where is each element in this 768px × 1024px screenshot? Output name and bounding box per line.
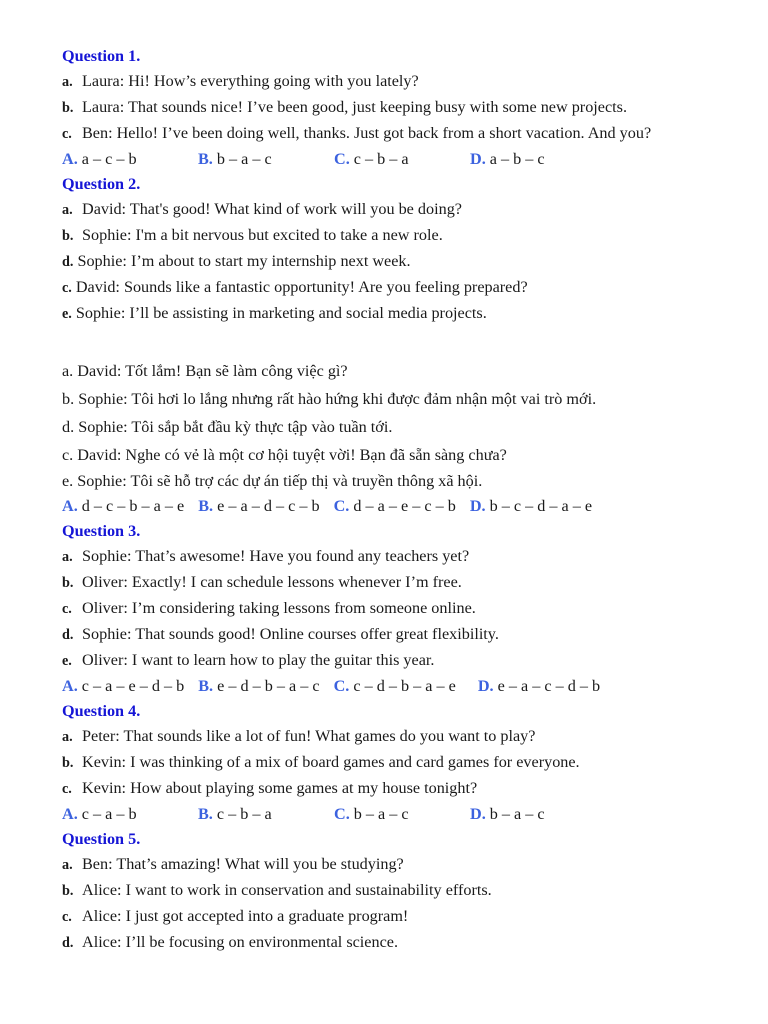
- option-letter: B.: [198, 677, 214, 695]
- option-text: a – b – c: [489, 150, 545, 168]
- option-d[interactable]: [470, 802, 606, 827]
- line-label: a.: [62, 74, 73, 90]
- line-label: c.: [62, 781, 72, 797]
- question-2-line-e: [62, 301, 688, 327]
- line-text: Ben: That’s amazing! What will you be studying?: [82, 855, 404, 873]
- line-text: Oliver: I want to learn how to play the guitar this year.: [82, 651, 435, 669]
- line-label: b.: [62, 575, 74, 591]
- question-1-line-c: [62, 121, 688, 147]
- option-letter: A.: [62, 805, 78, 823]
- question-5-line-a: [62, 852, 688, 878]
- option-text: b – a – c: [353, 805, 409, 823]
- line-text: Sophie: I'm a bit nervous but excited to take a new role.: [82, 226, 443, 244]
- question-3-title: Question 3.: [62, 522, 141, 540]
- question-4-title: Question 4.: [62, 702, 141, 720]
- translation-line: d. Sophie: Tôi sắp bắt đầu kỳ thực tập vào tuần tới.: [62, 418, 393, 436]
- line-label: c.: [62, 601, 72, 617]
- option-b[interactable]: [198, 494, 319, 519]
- translation-line: b. Sophie: Tôi hơi lo lắng nhưng rất hào hứng khi được đảm nhận một vai trò mới.: [62, 390, 597, 408]
- option-a[interactable]: [62, 802, 198, 827]
- option-letter: C.: [334, 805, 350, 823]
- question-1-line-a: [62, 69, 688, 95]
- option-text: d – c – b – a – e: [81, 497, 185, 515]
- option-c[interactable]: [334, 494, 456, 519]
- line-text: Sophie: That’s awesome! Have you found any teachers yet?: [82, 547, 470, 565]
- option-letter: C.: [334, 150, 350, 168]
- line-text: Alice: I just got accepted into a graduate program!: [82, 907, 409, 925]
- option-d[interactable]: [470, 147, 606, 172]
- line-label: b.: [62, 228, 74, 244]
- option-text: c – a – b: [81, 805, 137, 823]
- option-letter: B.: [198, 805, 213, 823]
- line-text: Sophie: That sounds good! Online courses offer great flexibility.: [82, 625, 499, 643]
- line-text: Peter: That sounds like a lot of fun! What games do you want to play?: [82, 727, 536, 745]
- line-label: b.: [62, 883, 74, 899]
- question-1-line-b: [62, 95, 688, 121]
- question-3-line-d: [62, 622, 688, 648]
- line-label: d.: [62, 627, 74, 643]
- option-c[interactable]: [334, 147, 470, 172]
- line-label: c.: [62, 280, 72, 296]
- translation-line: c. David: Nghe có vẻ là một cơ hội tuyệt vời! Bạn đã sẵn sàng chưa?: [62, 446, 507, 464]
- question-5-line-b: [62, 878, 688, 904]
- question-2-title: Question 2.: [62, 175, 141, 193]
- question-2-options: [62, 494, 688, 519]
- translation-line: a. David: Tốt lắm! Bạn sẽ làm công việc gì?: [62, 362, 348, 380]
- option-c[interactable]: [334, 802, 470, 827]
- option-b[interactable]: [198, 147, 334, 172]
- line-label: a.: [62, 202, 73, 218]
- question-2-line-a: [62, 197, 688, 223]
- option-letter: D.: [470, 805, 486, 823]
- question-2-line-c: [62, 275, 688, 301]
- line-text: Ben: Hello! I’ve been doing well, thanks. Just got back from a short vacation. And you?: [82, 124, 652, 142]
- question-4-line-a: [62, 724, 688, 750]
- line-text: Sophie: I’m about to start my internship next week.: [77, 252, 411, 270]
- line-label: b.: [62, 755, 74, 771]
- question-3-line-c: [62, 596, 688, 622]
- option-letter: A.: [62, 497, 78, 515]
- line-label: a.: [62, 729, 73, 745]
- option-a[interactable]: [62, 147, 198, 172]
- line-text: Alice: I want to work in conservation and sustainability efforts.: [82, 881, 492, 899]
- option-b[interactable]: [198, 674, 319, 699]
- line-text: David: Sounds like a fantastic opportunity! Are you feeling prepared?: [75, 278, 528, 296]
- line-label: e.: [62, 306, 72, 322]
- option-text: b – a – c: [216, 150, 272, 168]
- spacer: [62, 327, 688, 357]
- option-text: e – a – c – d – b: [497, 677, 601, 695]
- line-text: Kevin: How about playing some games at my house tonight?: [82, 779, 478, 797]
- option-b[interactable]: [198, 802, 334, 827]
- question-3-line-b: [62, 570, 688, 596]
- line-text: Kevin: I was thinking of a mix of board games and card games for everyone.: [82, 753, 580, 771]
- option-letter: C.: [333, 497, 350, 515]
- line-text: Oliver: Exactly! I can schedule lessons whenever I’m free.: [82, 573, 462, 591]
- option-d[interactable]: [478, 674, 600, 699]
- question-3-line-a: [62, 544, 688, 570]
- option-letter: D.: [470, 150, 486, 168]
- line-label: a.: [62, 857, 73, 873]
- line-label: a.: [62, 549, 73, 565]
- option-text: c – d – b – a – e: [353, 677, 456, 695]
- option-text: c – b – a: [216, 805, 272, 823]
- line-text: Laura: That sounds nice! I’ve been good, just keeping busy with some new projects.: [82, 98, 627, 116]
- option-letter: D.: [469, 497, 486, 515]
- option-text: b – a – c: [489, 805, 545, 823]
- option-letter: A.: [62, 677, 78, 695]
- line-text: Laura: Hi! How’s everything going with you lately?: [82, 72, 419, 90]
- line-label: c.: [62, 909, 72, 925]
- question-5-title: Question 5.: [62, 830, 141, 848]
- option-text: c – b – a: [353, 150, 409, 168]
- line-label: b.: [62, 100, 74, 116]
- question-4-line-b: [62, 750, 688, 776]
- translation-line: e. Sophie: Tôi sẽ hỗ trợ các dự án tiếp thị và truyền thông xã hội.: [62, 472, 483, 490]
- option-text: a – c – b: [81, 150, 137, 168]
- question-4-line-c: [62, 776, 688, 802]
- option-a[interactable]: [62, 674, 184, 699]
- question-3-line-e: [62, 648, 688, 674]
- question-1-title: Question 1.: [62, 47, 141, 65]
- question-5-line-d: [62, 930, 688, 956]
- option-letter: C.: [333, 677, 350, 695]
- option-text: c – a – e – d – b: [81, 677, 185, 695]
- option-text: b – c – d – a – e: [489, 497, 593, 515]
- option-d[interactable]: [470, 494, 592, 519]
- question-5-line-c: [62, 904, 688, 930]
- line-text: Sophie: I’ll be assisting in marketing and social media projects.: [75, 304, 487, 322]
- line-label: c.: [62, 126, 72, 142]
- line-label: d.: [62, 254, 74, 270]
- line-text: Oliver: I’m considering taking lessons from someone online.: [82, 599, 476, 617]
- option-letter: B.: [198, 497, 214, 515]
- option-text: e – a – d – c – b: [217, 497, 320, 515]
- option-c[interactable]: [334, 674, 456, 699]
- option-letter: A.: [62, 150, 78, 168]
- option-text: d – a – e – c – b: [353, 497, 456, 515]
- question-4-options: [62, 802, 688, 827]
- question-2-line-b: [62, 223, 688, 249]
- line-label: d.: [62, 935, 74, 951]
- question-3-options: [62, 674, 688, 699]
- option-text: e – d – b – a – c: [217, 677, 320, 695]
- line-label: e.: [62, 653, 72, 669]
- question-1-options: [62, 147, 688, 172]
- line-text: Alice: I’ll be focusing on environmental science.: [82, 933, 398, 951]
- option-letter: B.: [198, 150, 213, 168]
- line-text: David: That's good! What kind of work will you be doing?: [82, 200, 462, 218]
- question-2-line-d: [62, 249, 688, 275]
- option-letter: D.: [477, 677, 494, 695]
- option-a[interactable]: [62, 494, 184, 519]
